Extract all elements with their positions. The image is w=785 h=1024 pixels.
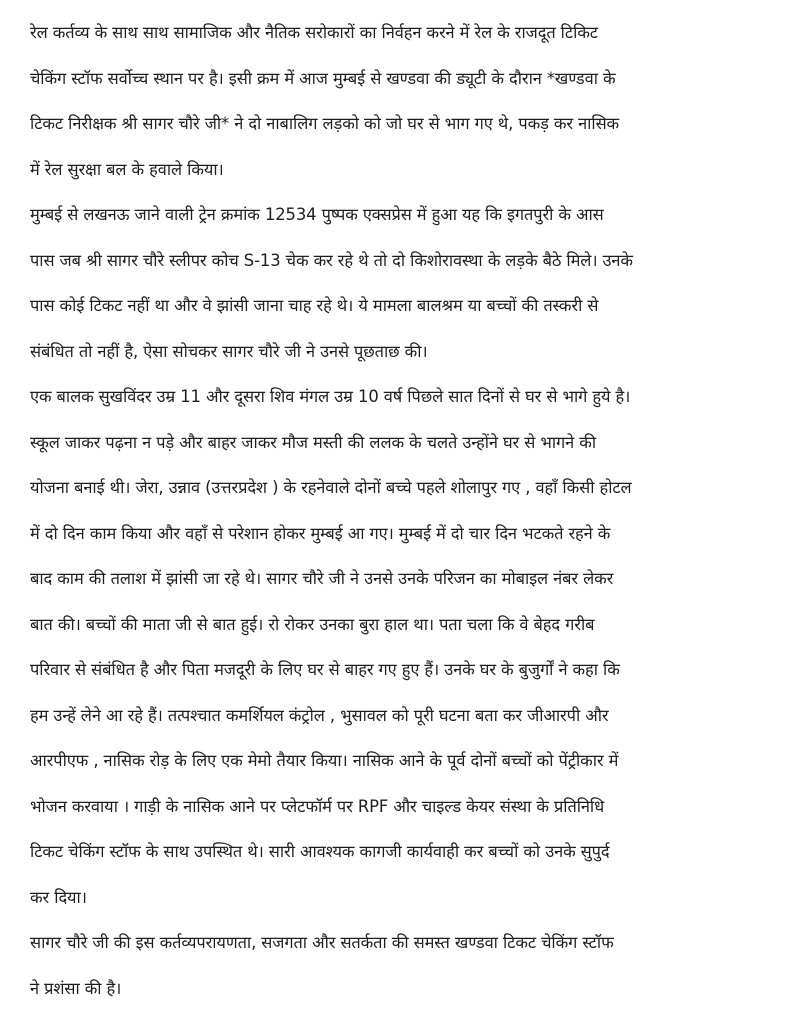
text-line: में दो दिन काम किया और वहाँ से परेशान होकर मुम्बई आ गए। मुम्बई में दो चार दिन भटकते रहने के — [30, 523, 611, 543]
text-line: हम उन्हें लेने आ रहे हैं। तत्पश्चात कमर्शियल कंट्रोल , भुसावल को पूरी घटना बता कर जीआरपी और — [30, 705, 609, 725]
text-line: योजना बनाई थी। जेरा, उन्नाव (उत्तरप्रदेश ) के रहनेवाले दोनों बच्चे पहले शोलापुर गए , वहाँ किसी होटल — [30, 478, 632, 497]
text-line: परिवार से संबंधित है और पिता मजदूरी के लिए घर से बाहर गए हुए हैं। उनके घर के बुजुर्गों ने कहा कि — [30, 660, 620, 679]
text-line: सागर चौरे जी की इस कर्तव्यपरायणता, सजगता और सतर्कता की समस्त खण्डवा टिकट चेकिंग स्टॉफ — [30, 933, 614, 952]
text-line: चेकिंग स्टॉफ सर्वोच्च स्थान पर है। इसी क्रम में आज मुम्बई से खण्डवा की ड्यूटी के दौरान *खण्डवा के — [30, 68, 616, 88]
text-line: भोजन करवाया । गाड़ी के नासिक आने पर प्लेटफॉर्म पर RPF और चाइल्ड केयर संस्था के प्रतिनिधि — [30, 796, 605, 816]
text-line: पास कोई टिकट नहीं था और वे झांसी जाना चाह रहे थे। ये मामला बालश्रम या बच्चों की तस्करी से — [30, 296, 599, 315]
text-line: टिकट निरीक्षक श्री सागर चौरे जी* ने दो नाबालिग लड़को को जो घर से भाग गए थे, पकड़ कर नासिक — [30, 114, 620, 133]
text-line: में रेल सुरक्षा बल के हवाले किया। — [30, 159, 224, 179]
document-body — [30, 14, 770, 1015]
text-line: संबंधित तो नहीं है, ऐसा सोचकर सागर चौरे जी ने उनसे पूछताछ की। — [30, 341, 428, 361]
text-line: रेल कर्तव्य के साथ साथ सामाजिक और नैतिक सरोकारों का निर्वहन करने में रेल के राजदूत टिकिट — [30, 23, 598, 42]
text-line: बात की। बच्चों की माता जी से बात हुई। रो रोकर उनका बुरा हाल था। पता चला कि वे बेहद गरीब — [30, 614, 595, 634]
text-line: पास जब श्री सागर चौरे स्लीपर कोच S-13 चेक कर रहे थे तो दो किशोरावस्था के लड़के बैठे मिले। उनके — [30, 250, 633, 270]
text-line: कर दिया। — [30, 887, 87, 907]
text-line: एक बालक सुखविंदर उम्र 11 और दूसरा शिव मंगल उम्र 10 वर्ष पिछले सात दिनों से घर से भागे हुये है। — [30, 387, 631, 406]
text-line: टिकट चेकिंग स्टॉफ के साथ उपस्थित थे। सारी आवश्यक कागजी कार्यवाही कर बच्चों को उनके सुपुर्द — [30, 842, 610, 861]
text-line: ने प्रशंसा की है। — [30, 978, 122, 998]
text-line: आरपीएफ , नासिक रोड़ के लिए एक मेमो तैयार किया। नासिक आने के पूर्व दोनों बच्चों को पेंट्रीकार में — [30, 751, 619, 770]
text-line: मुम्बई से लखनऊ जाने वाली ट्रेन क्रमांक 12534 पुष्पक एक्सप्रेस में हुआ यह कि इगतपुरी के आस — [30, 205, 604, 224]
text-line: स्कूल जाकर पढ़ना न पड़े और बाहर जाकर मौज मस्ती की ललक के चलते उन्होंने घर से भागने की — [30, 432, 596, 452]
text-line: बाद काम की तलाश में झांसी जा रहे थे। सागर चौरे जी ने उनसे उनके परिजन का मोबाइल नंबर लेकर — [30, 569, 614, 588]
